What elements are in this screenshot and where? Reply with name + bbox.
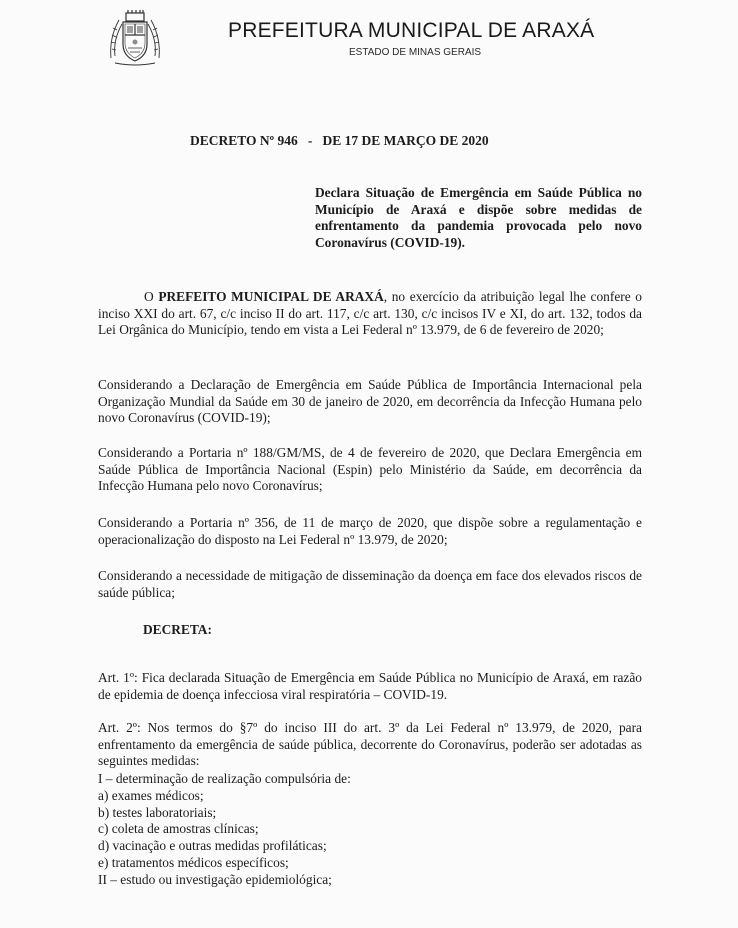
considerando-4: Considerando a necessidade de mitigação de disseminação da doença em face dos elevados riscos de saúde pública; <box>98 568 642 600</box>
preamble-rest: , no exercício da atribuição legal lhe confere o inciso XXI do art. 67, c/c inciso II do art. 117, c/c art. 130, c/c incisos IV e XI, do art. 132, todos da Lei Orgânica do Município, tendo em vista a Lei Federal nº 13.979, de 6 de fevereiro de 2020; <box>98 289 642 338</box>
considerando-3: Considerando a Portaria nº 356, de 11 de março de 2020, que dispõe sobre a regulamentação e operacionalização do disposto na Lei Federal nº 13.979, de 2020; <box>98 515 642 547</box>
preamble-lead: O <box>144 289 159 304</box>
article-1: Art. 1º: Fica declarada Situação de Emergência em Saúde Pública no Município de Araxá, em razão de epidemia de doença infecciosa viral respiratória – COVID-19. <box>98 670 642 702</box>
list-item: I – determinação de realização compulsória de: <box>98 771 351 786</box>
org-subtitle: ESTADO DE MINAS GERAIS <box>349 47 482 58</box>
decree-title: DECRETO Nº 946 - DE 17 DE MARÇO DE 2020 <box>190 133 489 148</box>
municipal-coat-of-arms-icon <box>103 8 167 68</box>
decreta-heading: DECRETA: <box>143 622 212 637</box>
org-title: PREFEITURA MUNICIPAL DE ARAXÁ <box>228 19 595 42</box>
decree-ementa: Declara Situação de Emergência em Saúde Pública no Município de Araxá e dispõe sobre medidas de enfrentamento da pandemia provocada pelo novo Coronavírus (COVID-19). <box>315 185 642 250</box>
list-item: II – estudo ou investigação epidemiológica; <box>98 871 332 887</box>
considerando-2: Considerando a Portaria nº 188/GM/MS, de 4 de fevereiro de 2020, que Declara Emergência em Saúde Pública de Importância Nacional (Espin) pelo Ministério da Saúde, em decorrência da Infecção Humana pelo novo Coronavírus; <box>98 445 642 494</box>
list-item: e) tratamentos médicos específicos; <box>98 854 289 870</box>
preamble-mayor: PREFEITO MUNICIPAL DE ARAXÁ <box>158 289 384 304</box>
list-item: a) exames médicos; <box>98 787 204 803</box>
list-item: c) coleta de amostras clínicas; <box>98 821 259 837</box>
list-item: d) vacinação e outras medidas profiláticas; <box>98 838 327 854</box>
preamble-paragraph <box>98 289 642 339</box>
considerando-1: Considerando a Declaração de Emergência em Saúde Pública de Importância Internacional pela Organização Mundial da Saúde em 30 de janeiro de 2020, em decorrência da Infecção Humana pelo novo Coronavírus (COVID-19); <box>98 377 642 426</box>
article-2-items <box>98 771 658 889</box>
list-item: b) testes laboratoriais; <box>98 804 217 820</box>
article-2-intro: Art. 2º: Nos termos do §7º do inciso III do art. 3º da Lei Federal nº 13.979, de 2020, para enfrentamento da emergência de saúde pública, decorrente do Coronavírus, poderão ser adotadas as seguintes medidas: <box>98 720 642 769</box>
